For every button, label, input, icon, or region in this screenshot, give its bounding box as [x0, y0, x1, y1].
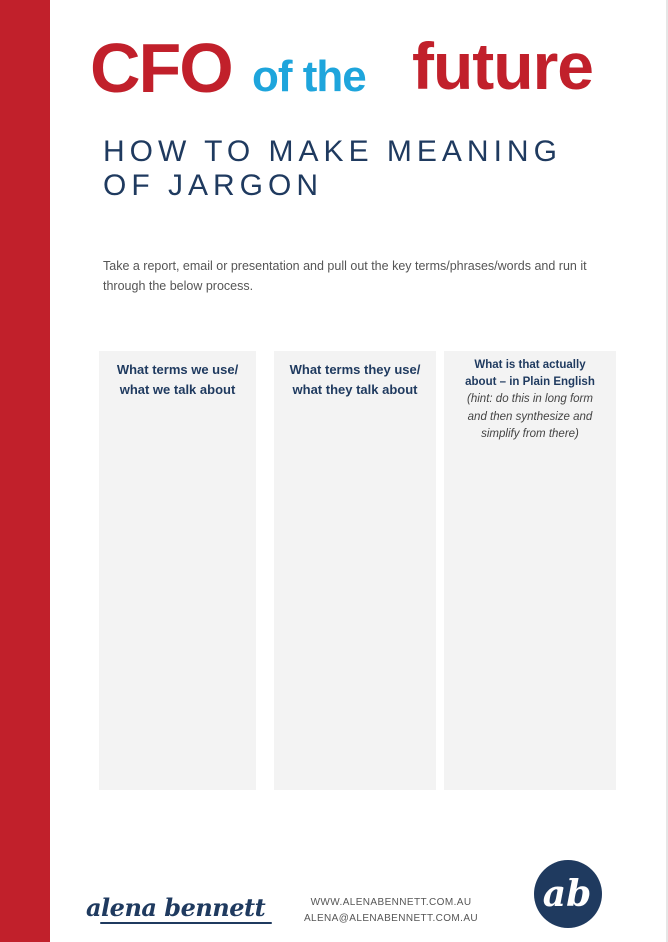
intro-paragraph: Take a report, email or presentation and pull out the key terms/phrases/words and run it through the below process. — [103, 259, 587, 293]
column-heading — [444, 351, 616, 391]
title-future: future — [412, 29, 593, 103]
column-plain-english[interactable] — [444, 351, 616, 790]
cfo-of-the-future-logo — [90, 26, 630, 106]
ab-monogram-text: ab — [542, 873, 592, 915]
column-heading-line-1: What terms we use/ — [116, 362, 239, 377]
column-heading — [274, 351, 436, 400]
signature-underline — [100, 922, 272, 924]
column-their-terms[interactable] — [274, 351, 436, 790]
email-link[interactable]: ALENA@ALENABENNETT.COM.AU — [303, 913, 479, 924]
hint-line-1: (hint: do this in long form — [467, 393, 593, 405]
column-heading-line-1: What is that actually — [474, 359, 586, 371]
column-heading-line-2: what we talk about — [119, 382, 236, 397]
contact-info — [300, 895, 482, 927]
left-red-bar — [0, 0, 50, 942]
column-heading-line-2: about – in Plain English — [465, 376, 595, 388]
subtitle-line-1: HOW TO MAKE MEANING — [103, 135, 562, 168]
website-link[interactable]: WWW.ALENABENNETT.COM.AU — [310, 897, 472, 908]
ab-monogram-logo — [534, 860, 602, 928]
title-of-the: of the — [252, 52, 366, 101]
alena-bennett-signature-logo: alena bennett — [86, 893, 266, 922]
column-heading-line-1: What terms they use/ — [289, 362, 421, 377]
column-heading-line-2: what they talk about — [292, 382, 418, 397]
page-subtitle — [103, 135, 623, 203]
title-cfo: CFO — [90, 29, 232, 107]
column-heading — [99, 351, 256, 400]
column-our-terms[interactable] — [99, 351, 256, 790]
ab-monogram-icon — [534, 860, 602, 928]
hint-line-2: and then synthesize and — [467, 410, 593, 423]
column-hint — [444, 391, 616, 444]
hint-line-3: simplify from there) — [481, 428, 579, 440]
subtitle-line-2: OF JARGON — [103, 169, 324, 202]
